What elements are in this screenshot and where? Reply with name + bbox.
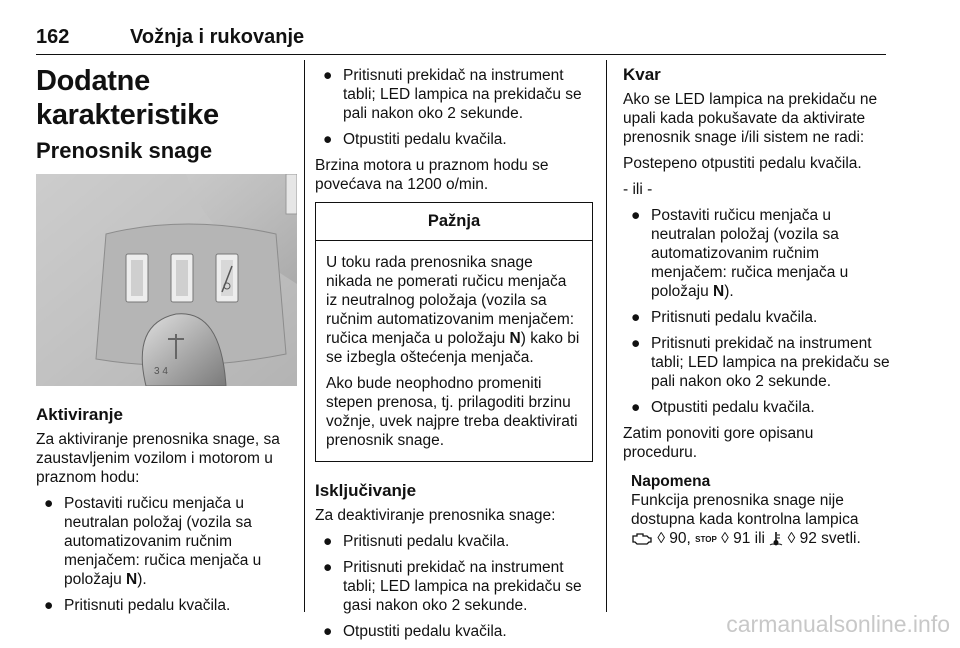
section-title: Isključivanje xyxy=(315,481,417,500)
bullet-dot: ● xyxy=(323,559,333,576)
paragraph: Za aktiviranje prenosnika snage, sa zaustavljenim vozilom i motorom u praznom hodu: xyxy=(36,431,280,486)
bullet-dot: ● xyxy=(323,67,333,84)
column-divider xyxy=(606,60,607,612)
arrow-ref: ◊ xyxy=(657,530,665,547)
page-title: Dodatne karakteristike xyxy=(36,65,219,131)
column-right xyxy=(623,60,891,549)
temperature-icon xyxy=(769,531,783,546)
paragraph: Funkcija prenosnika snage nije dostupna kada kontrolna lampica ◊ 90, STOP ◊ 91 ili ◊ 92 svetli. xyxy=(631,492,861,547)
column-middle xyxy=(315,60,593,648)
bullet-dot: ● xyxy=(631,309,641,326)
section-subtitle: Prenosnik snage xyxy=(36,138,213,163)
paragraph: U toku rada prenosnika snage nikada ne pomerati ručicu menjača iz neutralnog položaja (vozila sa ručnim automatizovanim menjačem: ručica menjača u položaju N) kako bi se izbegla oštećenja menjača. xyxy=(326,254,580,366)
bullet-list xyxy=(623,206,891,417)
caution-box xyxy=(315,202,593,462)
note-box xyxy=(623,472,891,549)
bullet-dot: ● xyxy=(631,335,641,352)
list-item: ● Postaviti ručicu menjača u neutralan položaj (vozila sa automatizovanim ručnim menjačem: ručica menjača u položaju N). xyxy=(631,207,849,300)
bullet-dot: ● xyxy=(44,495,54,512)
bullet-dot: ● xyxy=(323,623,333,640)
list-item: ● Otpustiti pedalu kvačila. xyxy=(323,623,507,640)
bullet-list xyxy=(36,494,296,615)
list-item: ● Postaviti ručicu menjača u neutralan položaj (vozila sa automatizovanim ručnim menjačem: ručica menjača u položaju N). xyxy=(44,495,262,588)
bullet-dot: ● xyxy=(44,597,54,614)
page-header xyxy=(36,26,886,55)
list-item: ● Pritisnuti pedalu kvačila. xyxy=(44,597,231,614)
watermark: carmanualsonline.info xyxy=(726,611,950,637)
bullet-list xyxy=(315,66,593,149)
column-divider xyxy=(304,60,305,612)
list-item: ● Otpustiti pedalu kvačila. xyxy=(323,131,507,148)
caution-heading: Pažnja xyxy=(316,203,592,241)
running-title: Vožnja i rukovanje xyxy=(130,26,305,48)
list-item: ● Otpustiti pedalu kvačila. xyxy=(631,399,815,416)
bullet-dot: ● xyxy=(323,131,333,148)
svg-text:3 4: 3 4 xyxy=(154,366,168,377)
paragraph: - ili - xyxy=(623,181,653,198)
paragraph: Za deaktiviranje prenosnika snage: xyxy=(315,507,556,524)
caution-body xyxy=(316,241,592,461)
list-item: ● Pritisnuti prekidač na instrument tabli; LED lampica na prekidaču se pali nakon oko 2 sekunde. xyxy=(323,67,582,122)
section-title: Aktiviranje xyxy=(36,405,123,424)
page-number: 162 xyxy=(36,26,70,48)
paragraph: Ako se LED lampica na prekidaču ne upali kada pokušavate da aktivirate prenosnik snage i/ili sistem ne radi: xyxy=(623,91,878,146)
arrow-ref: ◊ xyxy=(787,530,796,547)
section-title: Kvar xyxy=(623,65,661,84)
paragraph: Brzina motora u praznom hodu se povećava na 1200 o/min. xyxy=(315,157,549,193)
paragraph: Zatim ponoviti gore opisanu proceduru. xyxy=(623,425,814,461)
bullet-list xyxy=(315,532,593,641)
paragraph: Ako bude neophodno promeniti stepen prenosa, tj. prilagoditi brzinu vožnje, uvek najpre treba deaktivirati prenosnik snage. xyxy=(326,375,578,449)
column-left xyxy=(36,60,296,622)
arrow-ref: ◊ xyxy=(721,530,729,547)
bullet-dot: ● xyxy=(323,533,333,550)
note-title: Napomena xyxy=(631,473,711,490)
paragraph: Postepeno otpustiti pedalu kvačila. xyxy=(623,155,862,172)
list-item: ● Pritisnuti prekidač na instrument tabli; LED lampica na prekidaču se pali nakon oko 2 sekunde. xyxy=(631,335,890,390)
list-item: ● Pritisnuti prekidač na instrument tabli; LED lampica na prekidaču se gasi nakon oko 2 sekunde. xyxy=(323,559,582,614)
pto-switch-photo xyxy=(36,174,297,386)
engine-warning-icon xyxy=(631,532,653,546)
pto-switch-icon xyxy=(216,254,238,302)
list-item: ● Pritisnuti pedalu kvačila. xyxy=(631,309,818,326)
bullet-dot: ● xyxy=(631,399,641,416)
stop-icon: STOP xyxy=(695,535,717,544)
bullet-dot: ● xyxy=(631,207,641,224)
list-item: ● Pritisnuti pedalu kvačila. xyxy=(323,533,510,550)
